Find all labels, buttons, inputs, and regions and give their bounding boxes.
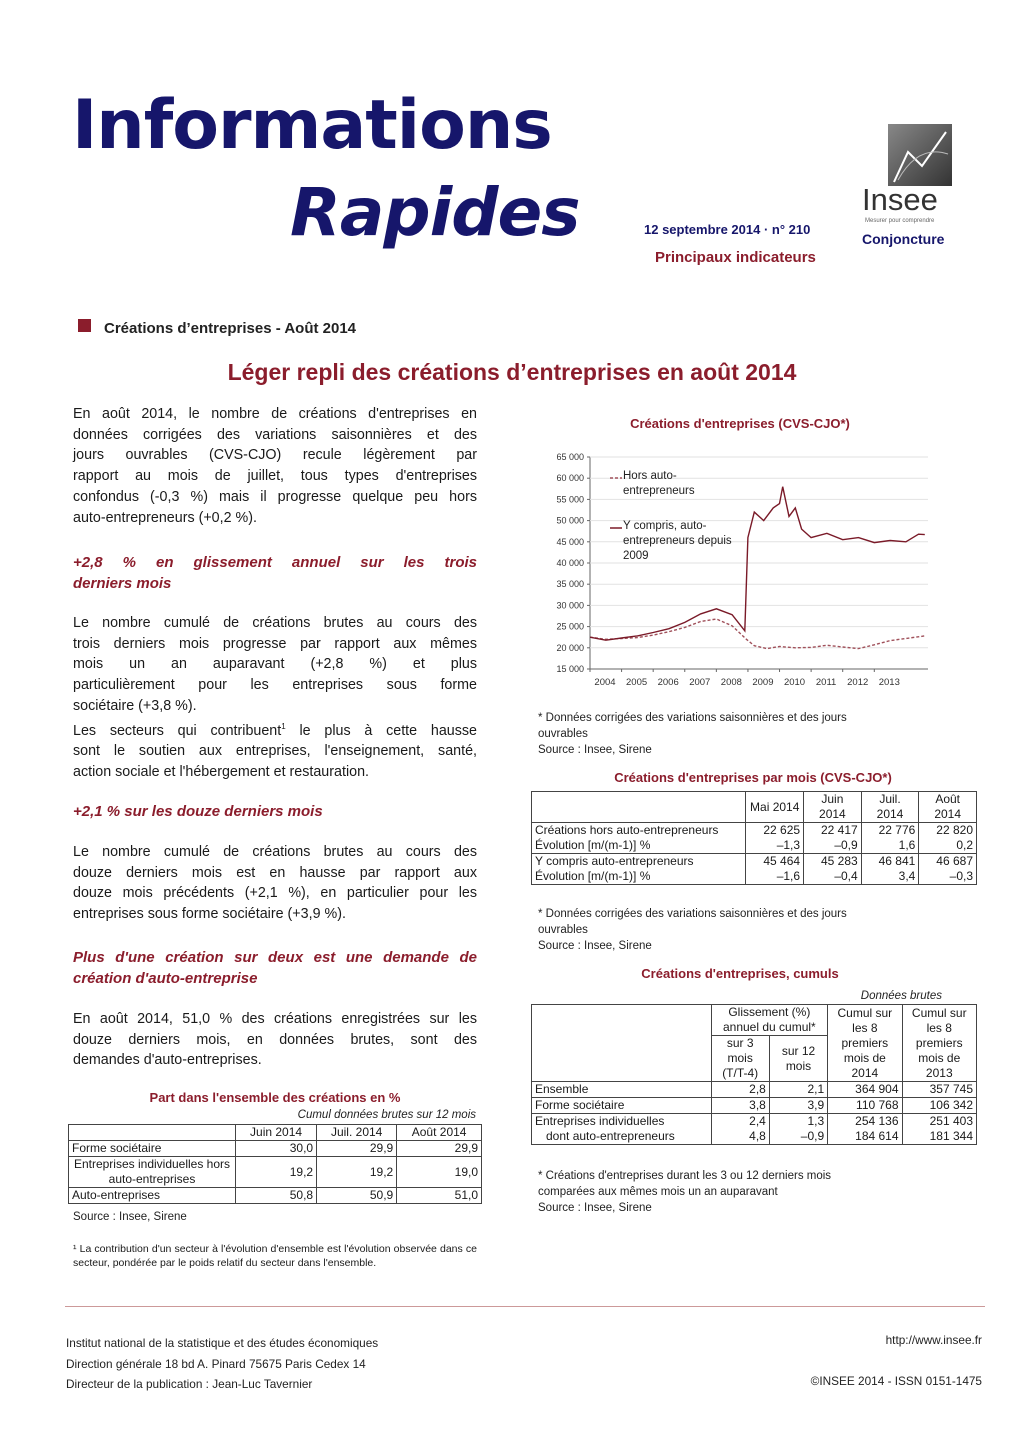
cumul-table-subtitle: Données brutes xyxy=(860,990,942,1002)
text-line xyxy=(73,717,477,741)
table-cell: 1,3 xyxy=(769,1114,827,1130)
category-label: Principaux indicateurs xyxy=(655,249,816,266)
section-bullet-icon xyxy=(78,319,91,332)
paragraph-auto-entreprise xyxy=(73,1009,477,1071)
table-header-cell: Juin 2014 xyxy=(236,1125,317,1141)
footer-copyright: ©INSEE 2014 - ISSN 0151-1475 xyxy=(810,1374,982,1388)
table-cell: 46 687 xyxy=(919,854,977,870)
table-cell: –0,9 xyxy=(804,838,862,854)
table-row xyxy=(532,1082,977,1098)
table-row xyxy=(532,1129,977,1145)
text-line: Plus d'une création sur deux est une demande de xyxy=(73,949,477,966)
table-cell: –0,3 xyxy=(919,869,977,885)
table-header-cell: Juil. 2014 xyxy=(317,1125,397,1141)
insee-logo-icon xyxy=(888,124,952,186)
x-tick-label: 2009 xyxy=(752,677,774,688)
table-cell: 181 344 xyxy=(902,1129,976,1145)
table-cell: 22 625 xyxy=(746,823,804,839)
table-cell: 106 342 xyxy=(902,1098,976,1114)
footer-line: Institut national de la statistique et des études économiques xyxy=(66,1336,379,1350)
row-label: Ensemble xyxy=(532,1082,712,1098)
text-line: * Données corrigées des variations saisonnières et des jours xyxy=(538,908,847,920)
table-cell xyxy=(532,1005,712,1082)
y-tick-label: 55 000 xyxy=(556,494,584,505)
share-table xyxy=(68,1124,482,1204)
y-tick-label: 25 000 xyxy=(556,621,584,632)
y-tick-label: 65 000 xyxy=(556,452,584,462)
section-label: Créations d’entreprises - Août 2014 xyxy=(104,320,357,337)
row-label: Évolution [m/(m-1)] % xyxy=(532,869,746,885)
row-label: Entreprises individuelles xyxy=(532,1114,712,1130)
x-tick-label: 2012 xyxy=(847,677,869,688)
table-header-cell: Août 2014 xyxy=(919,792,977,823)
table-cell: 30,0 xyxy=(236,1141,317,1157)
text-line: douze mois précédents (+2,1 %), en particulier pour les xyxy=(73,885,477,902)
text-line: En août 2014, le nombre de créations d'entreprises en xyxy=(73,406,477,422)
text-line: jours ouvrables (CVS-CJO) recule légèrement par xyxy=(73,447,477,464)
table-cell: 2,1 xyxy=(769,1082,827,1098)
table-cell: 19,2 xyxy=(236,1157,317,1188)
text-line: auto-entrepreneurs (+0,2 %). xyxy=(73,509,257,526)
subheading-auto-entreprise xyxy=(73,948,477,989)
monthly-table xyxy=(531,791,977,885)
legend-item-total xyxy=(623,519,733,569)
text-line: sont le soutien aux entreprises, l'enseignement, santé, xyxy=(73,742,477,759)
y-tick-label: 50 000 xyxy=(556,515,584,526)
cumul-table-title: Créations d'entreprises, cumuls xyxy=(641,966,839,981)
text-line: douze derniers mois est en hausse par rapport aux xyxy=(73,864,477,881)
y-tick-label: 35 000 xyxy=(556,579,584,590)
table-cell: 2,4 xyxy=(711,1114,769,1130)
text-line: demandes d'auto-entreprises. xyxy=(73,1052,262,1069)
subheading-yearly: +2,1 % sur les douze derniers mois xyxy=(73,803,323,820)
footnote-ref: 1 xyxy=(281,721,286,731)
footer-url-link[interactable]: http://www.insee.fr xyxy=(885,1333,982,1347)
legend-label: Y compris, auto-entrepreneurs depuis 2009 xyxy=(623,520,732,562)
publication-subtitle: Rapides xyxy=(290,174,580,251)
text-line: action sociale et l'hébergement et restauration. xyxy=(73,763,369,780)
table-row xyxy=(532,1098,977,1114)
table-row xyxy=(69,1188,482,1204)
table-row xyxy=(69,1157,482,1188)
text-line: * Données corrigées des variations saisonnières et des jours xyxy=(538,712,847,724)
footer-divider xyxy=(65,1306,985,1307)
headline: Léger repli des créations d’entreprises en août 2014 xyxy=(227,359,797,385)
table-cell: 4,8 xyxy=(711,1129,769,1145)
series-line-hors-auto xyxy=(590,619,925,649)
y-tick-label: 15 000 xyxy=(556,664,584,674)
y-tick-label: 60 000 xyxy=(556,473,584,484)
table-cell: –1,3 xyxy=(746,838,804,854)
table-cell: 45 283 xyxy=(804,854,862,870)
share-table-source: Source : Insee, Sirene xyxy=(73,1211,187,1223)
text-line: Source : Insee, Sirene xyxy=(538,940,652,952)
y-tick-label: 30 000 xyxy=(556,600,584,611)
text-fragment: Les secteurs qui contribuent xyxy=(73,722,282,739)
table-cell: 2,8 xyxy=(711,1082,769,1098)
table-header-cell: Juin 2014 xyxy=(804,792,862,823)
table-cell: 50,8 xyxy=(236,1188,317,1204)
x-tick-label: 2013 xyxy=(878,677,900,688)
table-header-cell: sur 12 mois xyxy=(769,1036,827,1082)
table-header-row xyxy=(532,1005,977,1036)
table-header-cell: Cumul sur les 8 premiers mois de 2013 xyxy=(902,1005,976,1082)
text-line: Le nombre cumulé de créations brutes au cours des xyxy=(73,615,477,631)
chart-title: Créations d'entreprises (CVS-CJO*) xyxy=(630,416,850,431)
table-cell: 3,8 xyxy=(711,1098,769,1114)
footer-line: Directeur de la publication : Jean-Luc Tavernier xyxy=(66,1377,313,1391)
table-cell: 357 745 xyxy=(902,1082,976,1098)
y-tick-label: 45 000 xyxy=(556,536,584,547)
table-row xyxy=(532,869,977,885)
table-header-cell: Glissement (%) annuel du cumul* xyxy=(711,1005,828,1036)
text-line: ouvrables xyxy=(538,728,588,740)
table-row xyxy=(532,823,977,839)
text-line: comparées aux mêmes mois un an auparavant xyxy=(538,1186,778,1198)
text-line: En août 2014, 51,0 % des créations enregistrées sur les xyxy=(73,1011,477,1027)
table-cell: 29,9 xyxy=(397,1141,482,1157)
text-fragment: le plus à cette hausse xyxy=(299,722,477,739)
logo-tagline: Mesurer pour comprendre xyxy=(865,218,935,224)
table-cell xyxy=(532,792,746,823)
share-table-title: Part dans l'ensemble des créations en % xyxy=(149,1090,401,1105)
text-line: +2,8 % en glissement annuel sur les trois xyxy=(73,554,477,571)
line-chart xyxy=(530,445,940,695)
row-label: dont auto-entrepreneurs xyxy=(532,1129,712,1145)
x-tick-label: 2007 xyxy=(689,677,711,688)
table-header-cell: Mai 2014 xyxy=(746,792,804,823)
table-cell: 3,4 xyxy=(861,869,919,885)
table-cell: 22 417 xyxy=(804,823,862,839)
logo-section: Conjoncture xyxy=(862,231,945,247)
x-tick-label: 2004 xyxy=(594,677,616,688)
y-tick-label: 20 000 xyxy=(556,642,584,653)
row-label: Créations hors auto-entrepreneurs xyxy=(532,823,746,839)
x-tick-label: 2006 xyxy=(657,677,679,688)
table-cell: 22 776 xyxy=(861,823,919,839)
row-label: Auto-entreprises xyxy=(69,1188,236,1204)
text-line: ouvrables xyxy=(538,924,588,936)
table-cell: 254 136 xyxy=(828,1114,902,1130)
paragraph-yearly xyxy=(73,842,477,925)
issue-date: 12 septembre 2014 · n° 210 xyxy=(644,222,811,237)
subheading-quarterly xyxy=(73,553,477,594)
table-cell: 51,0 xyxy=(397,1188,482,1204)
text-line: mois un an auparavant (+2,8 %) et plus xyxy=(73,656,477,673)
table-cell: 184 614 xyxy=(828,1129,902,1145)
table-header-row xyxy=(532,792,977,823)
table-cell: 1,6 xyxy=(861,838,919,854)
text-line: confondus (-0,3 %) mais il progresse quelque peu hors xyxy=(73,488,477,505)
paragraph-quarterly xyxy=(73,613,477,782)
text-line: douze derniers mois, en données brutes, sont des xyxy=(73,1031,477,1048)
text-line: Le nombre cumulé de créations brutes au cours des xyxy=(73,844,477,860)
table-cell: –1,6 xyxy=(746,869,804,885)
x-tick-label: 2011 xyxy=(815,677,837,688)
y-tick-label: 40 000 xyxy=(556,558,584,568)
table-row xyxy=(532,838,977,854)
table-header-cell: Juil. 2014 xyxy=(861,792,919,823)
monthly-table-title: Créations d'entreprises par mois (CVS-CJO*) xyxy=(614,770,892,785)
table-cell: 29,9 xyxy=(317,1141,397,1157)
table-header-row xyxy=(69,1125,482,1141)
text-line: données corrigées des variations saisonnières et des xyxy=(73,426,477,443)
table-cell: –0,9 xyxy=(769,1129,827,1145)
table-cell: 19,0 xyxy=(397,1157,482,1188)
table-cell: 364 904 xyxy=(828,1082,902,1098)
table-cell: 45 464 xyxy=(746,854,804,870)
row-label: Forme sociétaire xyxy=(69,1141,236,1157)
table-cell xyxy=(69,1125,236,1141)
intro-paragraph xyxy=(73,404,477,528)
footer-address xyxy=(66,1333,378,1395)
share-table-subtitle: Cumul données brutes sur 12 mois xyxy=(297,1109,476,1121)
text-line: particulièrement pour les entreprises sous forme xyxy=(73,677,477,694)
text-line: Source : Insee, Sirene xyxy=(538,1202,652,1214)
table-cell: 50,9 xyxy=(317,1188,397,1204)
footer-line: Direction générale 18 bd A. Pinard 75675 Paris Cedex 14 xyxy=(66,1356,366,1371)
table-cell: 19,2 xyxy=(317,1157,397,1188)
table-cell: 110 768 xyxy=(828,1098,902,1114)
table-header-cell: sur 3 mois (T/T-4) xyxy=(711,1036,769,1082)
legend-label: Hors auto-entrepreneurs xyxy=(623,470,695,497)
table-cell: 3,9 xyxy=(769,1098,827,1114)
chart-footnote xyxy=(538,710,847,758)
x-tick-label: 2010 xyxy=(783,677,806,688)
table-row xyxy=(532,854,977,870)
text-line: * Créations d'entreprises durant les 3 ou 12 derniers mois xyxy=(538,1170,832,1182)
table-row xyxy=(532,1114,977,1130)
table-row xyxy=(69,1141,482,1157)
text-line: création d'auto-entreprise xyxy=(73,969,258,987)
text-line: derniers mois xyxy=(73,574,172,592)
table-cell: 46 841 xyxy=(861,854,919,870)
cumul-table-footnote xyxy=(538,1168,831,1216)
table-cell: –0,4 xyxy=(804,869,862,885)
x-tick-label: 2008 xyxy=(720,677,742,688)
row-label: Forme sociétaire xyxy=(532,1098,712,1114)
row-label: Y compris auto-entrepreneurs xyxy=(532,854,746,870)
row-label: Entreprises individuelles hors auto-entreprises xyxy=(69,1157,236,1188)
text-line: rapport au mois de juillet, tous types d'entreprises xyxy=(73,468,477,485)
publication-title: Informations xyxy=(72,86,552,165)
x-tick-label: 2005 xyxy=(626,677,648,688)
monthly-table-footnote xyxy=(538,906,847,954)
footnote: ¹ La contribution d'un secteur à l'évolution d'ensemble est l'évolution observée dans ce secteur, pondérée par le poids relatif du secteur dans l'ensemble. xyxy=(73,1243,477,1269)
legend-item-hors xyxy=(623,469,733,505)
cumul-table xyxy=(531,1004,977,1145)
table-header-cell: Août 2014 xyxy=(397,1125,482,1141)
row-label: Évolution [m/(m-1)] % xyxy=(532,838,746,854)
logo-name: Insee xyxy=(862,182,938,217)
table-cell: 22 820 xyxy=(919,823,977,839)
table-cell: 251 403 xyxy=(902,1114,976,1130)
text-line: trois derniers mois progresse par rapport aux mêmes xyxy=(73,635,477,652)
text-line: sociétaire (+3,8 %). xyxy=(73,697,197,714)
text-line: entreprises sous forme sociétaire (+3,9 %). xyxy=(73,906,346,923)
table-header-cell: Cumul sur les 8 premiers mois de 2014 xyxy=(828,1005,902,1082)
text-line: Source : Insee, Sirene xyxy=(538,744,652,756)
table-cell: 0,2 xyxy=(919,838,977,854)
